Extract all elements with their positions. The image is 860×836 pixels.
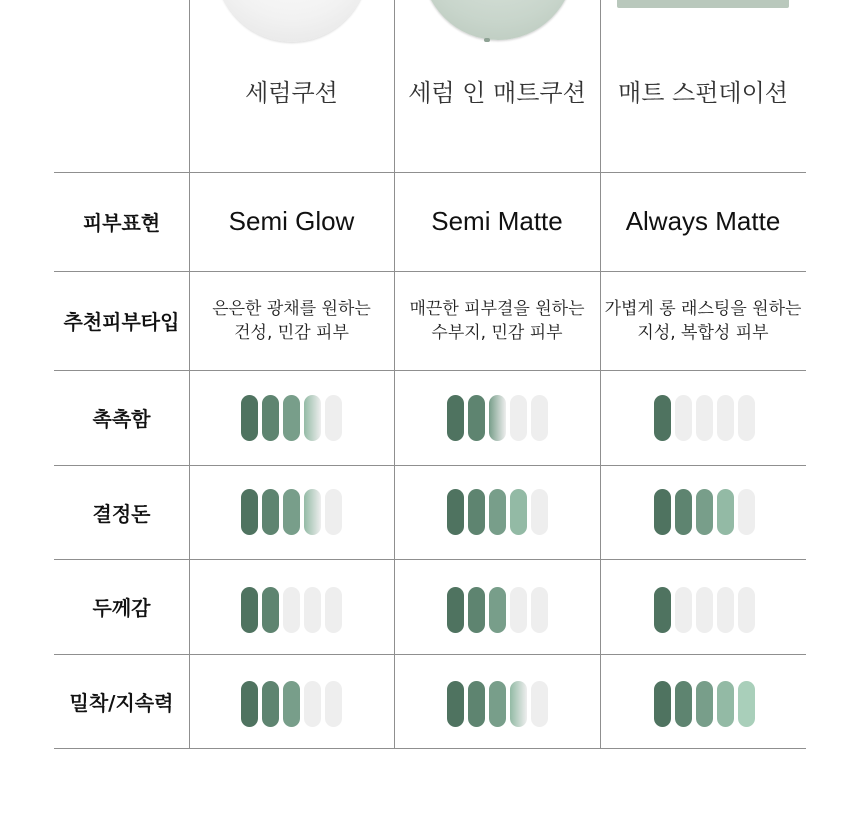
column-divider-2 bbox=[394, 0, 395, 749]
row-label-thickness: 두께감 bbox=[92, 596, 151, 620]
rating-pill bbox=[241, 395, 258, 441]
product-name: 세럼 인 매트쿠션 bbox=[408, 78, 586, 107]
row-label-finish: 피부표현 bbox=[82, 211, 161, 235]
row-divider bbox=[54, 748, 806, 749]
rating-pill bbox=[738, 489, 755, 535]
rating-pill bbox=[283, 681, 300, 727]
finish-value: Semi Matte bbox=[431, 206, 563, 236]
skin-type-line: 가볍게 롱 래스팅을 원하는 bbox=[604, 298, 802, 319]
rating-pill bbox=[654, 395, 671, 441]
rating-pill bbox=[531, 681, 548, 727]
rating-pill bbox=[447, 587, 464, 633]
brand-logo bbox=[477, 0, 520, 40]
serum-cushion-image bbox=[216, 0, 368, 42]
rating-pill bbox=[468, 681, 485, 727]
rating-pill bbox=[468, 587, 485, 633]
skin-type-line: 건성, 민감 피부 bbox=[234, 322, 349, 343]
rating-pill bbox=[531, 489, 548, 535]
rating-pill bbox=[675, 587, 692, 633]
rating-pill bbox=[304, 489, 321, 535]
column-divider-3 bbox=[600, 0, 601, 749]
adhesion-rating bbox=[654, 681, 755, 727]
row-label-skin-type: 추천피부타입 bbox=[63, 310, 180, 334]
rating-pill bbox=[696, 681, 713, 727]
rating-pill bbox=[325, 395, 342, 441]
rating-pill bbox=[738, 587, 755, 633]
skin-type-cell bbox=[600, 271, 806, 370]
rating-pill bbox=[304, 395, 321, 441]
rating-pill bbox=[489, 489, 506, 535]
row-label-texture: 결정돈 bbox=[92, 501, 151, 526]
thickness-rating bbox=[241, 587, 342, 633]
rating-pill bbox=[654, 489, 671, 535]
skin-type-line: 수부지, 민감 피부 bbox=[431, 322, 563, 343]
rating-pill bbox=[262, 489, 279, 535]
rating-pill bbox=[468, 395, 485, 441]
rating-pill bbox=[304, 587, 321, 633]
brand-logo bbox=[271, 0, 314, 42]
rating-pill bbox=[717, 681, 734, 727]
texture-rating bbox=[447, 489, 548, 535]
rating-pill bbox=[654, 681, 671, 727]
rating-pill bbox=[283, 395, 300, 441]
rating-pill bbox=[510, 587, 527, 633]
rating-pill bbox=[468, 489, 485, 535]
rating-pill bbox=[283, 587, 300, 633]
rating-pill bbox=[241, 489, 258, 535]
rating-pill bbox=[696, 587, 713, 633]
rating-pill bbox=[262, 587, 279, 633]
skin-type-line: 매끈한 피부결을 원하는 bbox=[409, 298, 585, 319]
moisture-rating bbox=[447, 395, 548, 441]
rating-pill bbox=[717, 395, 734, 441]
rating-pill bbox=[675, 395, 692, 441]
rating-pill bbox=[738, 681, 755, 727]
product-name: 세럼쿠션 bbox=[245, 78, 338, 107]
skin-type-cell bbox=[189, 271, 394, 370]
texture-rating bbox=[241, 489, 342, 535]
skin-type-line: 지성, 복합성 피부 bbox=[637, 322, 769, 343]
rating-pill bbox=[489, 587, 506, 633]
rating-pill bbox=[675, 489, 692, 535]
rating-pill bbox=[738, 395, 755, 441]
rating-pill bbox=[447, 681, 464, 727]
adhesion-rating bbox=[447, 681, 548, 727]
rating-pill bbox=[510, 489, 527, 535]
rating-pill bbox=[325, 681, 342, 727]
rating-pill bbox=[447, 489, 464, 535]
rating-pill bbox=[241, 587, 258, 633]
rating-pill bbox=[696, 395, 713, 441]
adhesion-rating bbox=[241, 681, 342, 727]
skin-type-cell bbox=[394, 271, 600, 370]
rating-pill bbox=[675, 681, 692, 727]
moisture-rating bbox=[241, 395, 342, 441]
row-label-moisture: 촉촉함 bbox=[92, 407, 151, 431]
rating-pill bbox=[447, 395, 464, 441]
rating-pill bbox=[241, 681, 258, 727]
rating-pill bbox=[510, 681, 527, 727]
serum-matte-cushion-image bbox=[422, 0, 574, 40]
skin-type-line: 은은한 광채를 원하는 bbox=[212, 298, 371, 319]
rating-pill bbox=[696, 489, 713, 535]
rating-pill bbox=[531, 587, 548, 633]
product-name: 매트 스펀데이션 bbox=[618, 78, 788, 107]
rating-pill bbox=[283, 489, 300, 535]
rating-pill bbox=[262, 681, 279, 727]
rating-pill bbox=[325, 587, 342, 633]
rating-pill bbox=[531, 395, 548, 441]
thickness-rating bbox=[654, 587, 755, 633]
rating-pill bbox=[654, 587, 671, 633]
rating-pill bbox=[304, 681, 321, 727]
row-label-adhesion: 밀착/지속력 bbox=[69, 690, 174, 715]
rating-pill bbox=[510, 395, 527, 441]
rating-pill bbox=[717, 587, 734, 633]
rating-pill bbox=[489, 395, 506, 441]
rating-pill bbox=[717, 489, 734, 535]
finish-value: Semi Glow bbox=[228, 206, 355, 236]
column-divider-1 bbox=[189, 0, 190, 749]
rating-pill bbox=[262, 395, 279, 441]
moisture-rating bbox=[654, 395, 755, 441]
rating-pill bbox=[325, 489, 342, 535]
rating-pill bbox=[489, 681, 506, 727]
matte-spoundation-image bbox=[617, 0, 789, 8]
finish-value: Always Matte bbox=[625, 206, 781, 236]
texture-rating bbox=[654, 489, 755, 535]
thickness-rating bbox=[447, 587, 548, 633]
